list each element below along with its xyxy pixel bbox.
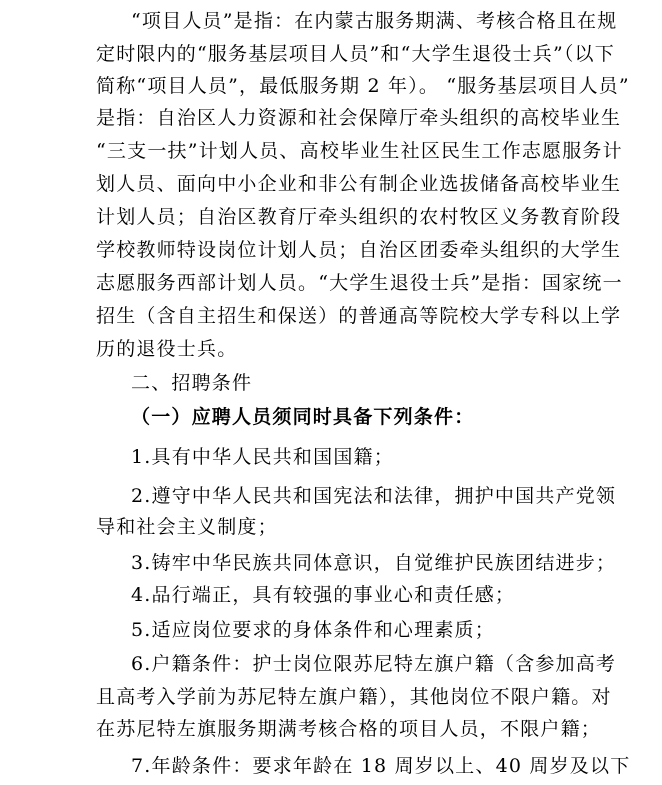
intro-line: 是指：自治区人力资源和社会保障厅牵头组织的高校毕业生 (96, 107, 622, 129)
subsection-heading: （一）应聘人员须同时具备下列条件： (131, 406, 475, 428)
section-heading: 二、招聘条件 (131, 372, 253, 394)
condition-line: 在苏尼特左旗服务期满考核合格的项目人员，不限户籍； (96, 718, 602, 740)
intro-line: 招生（含自主招生和保送）的普通高等院校大学专科以上学 (96, 305, 622, 327)
intro-line: 定时限内的“服务基层项目人员”和“大学生退役士兵”（以下 (96, 43, 615, 65)
condition-line: 3.铸牢中华民族共同体意识，自觉维护民族团结进步； (131, 552, 617, 574)
intro-line: 划人员、面向中小企业和非公有制企业选拔储备高校毕业生 (96, 173, 622, 195)
condition-line: 5.适应岗位要求的身体条件和心理素质； (131, 619, 495, 641)
condition-line: 且高考入学前为苏尼特左旗户籍），其他岗位不限户籍。对 (96, 686, 612, 708)
intro-line: 计划人员；自治区教育厅牵头组织的农村牧区义务教育阶段 (96, 206, 622, 228)
intro-line: 历的退役士兵。 (96, 338, 238, 360)
condition-line: 4.品行端正，具有较强的事业心和责任感； (131, 584, 516, 606)
condition-line: 1.具有中华人民共和国国籍； (131, 446, 394, 468)
intro-line: 简称“项目人员”，最低服务期 2 年）。 “服务基层项目人员” (96, 75, 630, 97)
condition-line: 7.年龄条件：要求年龄在 18 周岁以上、40 周岁及以下 (131, 755, 631, 777)
intro-line: “三支一扶”计划人员、高校毕业生社区民生工作志愿服务计 (96, 140, 623, 162)
condition-line: 导和社会主义制度； (96, 516, 278, 538)
condition-line: 6.户籍条件：护士岗位限苏尼特左旗户籍（含参加高考 (131, 653, 617, 675)
intro-line: “项目人员”是指：在内蒙古服务期满、考核合格且在规 (131, 10, 618, 32)
intro-line: 志愿服务西部计划人员。“大学生退役士兵”是指：国家统一 (96, 272, 623, 294)
condition-line: 2.遵守中华人民共和国宪法和法律，拥护中国共产党领 (131, 485, 617, 507)
intro-line: 学校教师特设岗位计划人员；自治区团委牵头组织的大学生 (96, 239, 622, 261)
